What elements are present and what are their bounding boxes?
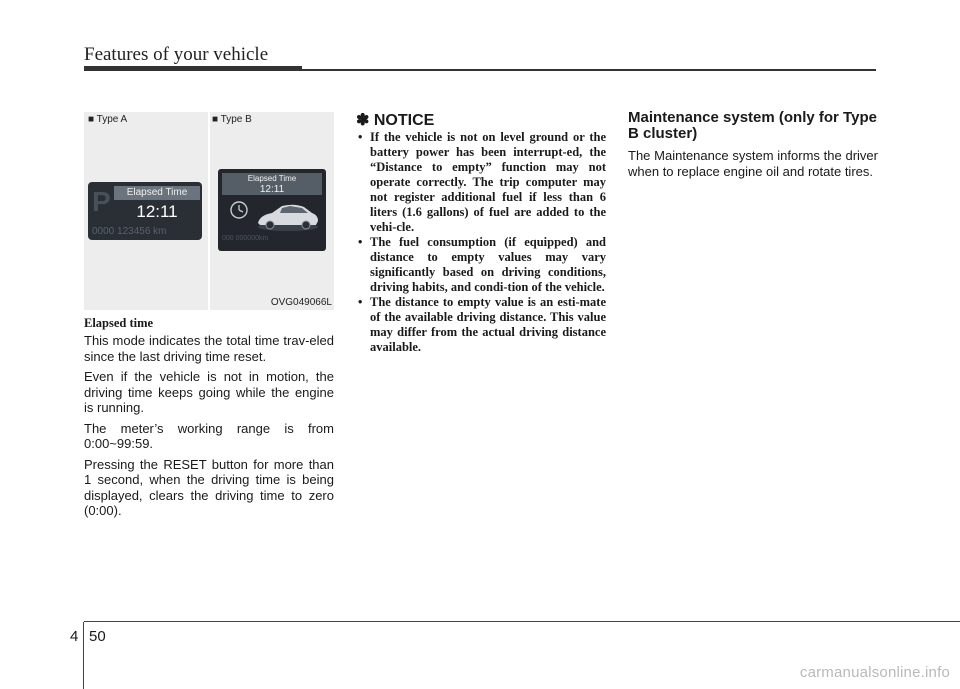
cluster-illustration: [84, 112, 334, 310]
notice-title: ✽ NOTICE: [356, 112, 435, 129]
type-b-display: [218, 169, 326, 251]
paragraph: This mode indicates the total time trav-eled since the last driving time reset.: [84, 333, 334, 364]
paragraph: Even if the vehicle is not in motion, the driving time keeps going while the engine is running.: [84, 369, 334, 415]
watermark: carmanualsonline.info: [799, 664, 950, 681]
odometer-readout-a: 0000 123456 km: [92, 226, 167, 237]
header-rule: [84, 66, 302, 71]
type-b-label: ■ Type B: [212, 114, 252, 125]
elapsed-time-label-b: Elapsed Time: [247, 174, 297, 183]
car-icon: [254, 199, 320, 233]
header-rule-thin: [302, 69, 876, 71]
chapter-number: 4: [70, 628, 79, 645]
odometer-readout-b: 000 000000km: [222, 235, 269, 242]
gear-indicator: P: [92, 186, 111, 217]
elapsed-time-heading: Elapsed time: [84, 316, 154, 330]
maintenance-system-heading: Maintenance system (only for Type B cluster): [628, 109, 877, 142]
notice-item: • The distance to empty value is an esti-mate of the available driving distance. This value may differ from the actual driving distance available.: [356, 295, 606, 355]
elapsed-time-value-b: 12:11: [259, 184, 285, 195]
footer-divider: [83, 622, 84, 689]
clock-icon: [230, 201, 248, 219]
paragraph: The Maintenance system informs the driver when to replace engine oil and rotate tires.: [628, 148, 878, 179]
paragraph: Pressing the RESET button for more than 1 second, when the driving time is being displayed, clears the driving time to zero (0:00).: [84, 456, 334, 518]
paragraph: The meter’s working range is from 0:00~99:59.: [84, 420, 334, 451]
maintenance-system-body: [628, 148, 878, 184]
page-header-title: Features of your vehicle: [84, 44, 269, 65]
elapsed-time-header-b: [222, 173, 322, 195]
page-number: 50: [89, 628, 106, 645]
notice-list: [356, 130, 606, 355]
elapsed-time-body: [84, 333, 334, 524]
figure-code: OVG049066L: [270, 297, 332, 308]
elapsed-time-value-a: 12:11: [136, 202, 178, 221]
figure-divider: [208, 112, 210, 310]
notice-item: • If the vehicle is not on level ground or the battery power has been interrupt-ed, the “Distance to empty” function may not operate correctly. The trip computer may not register additional fuel if less than 6 liters (1.6 gallons) of fuel are added to the vehi-cle.: [356, 130, 606, 235]
type-a-display: [88, 182, 202, 240]
notice-item: • The fuel consumption (if equipped) and distance to empty values may vary significantly based on driving conditions, driving habits, and condi-tion of the vehicle.: [356, 235, 606, 295]
footer-rule: [84, 621, 960, 622]
elapsed-time-label-a: Elapsed Time: [114, 186, 200, 200]
type-a-label: ■ Type A: [88, 114, 128, 125]
